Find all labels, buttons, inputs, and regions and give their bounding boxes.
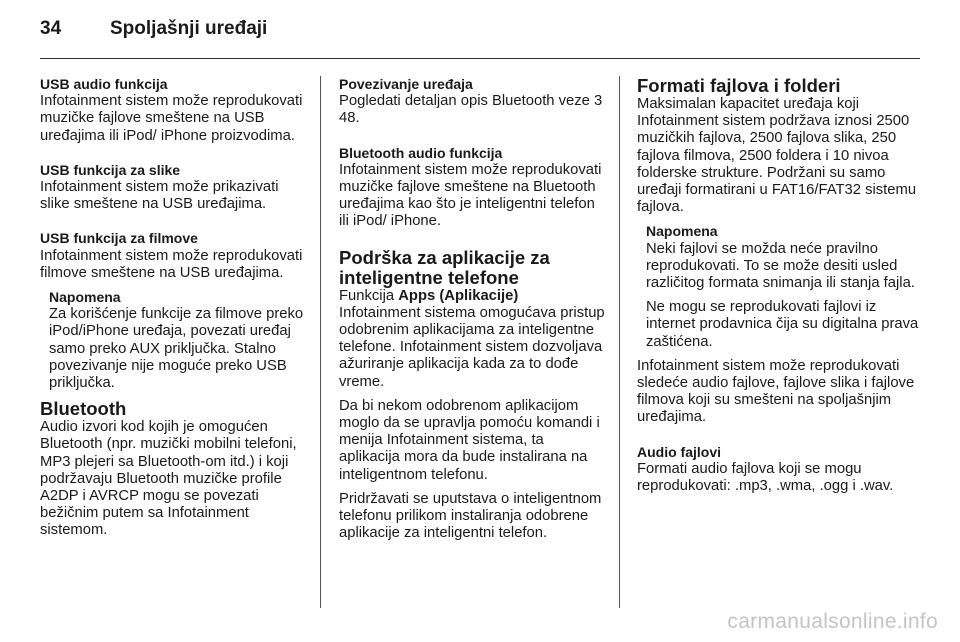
column-1 [40, 76, 306, 540]
chapter-heading: Podrška za aplikacije za inteligentne telefone [339, 246, 550, 288]
note-box [637, 223, 922, 350]
section-heading: Povezivanje uređaja [339, 76, 473, 92]
paragraph: Infotainment sistem može reprodukovati muzičke fajlove smeštene na USB uređajima ili iPod/ iPhone proizvodima. [40, 93, 303, 144]
note-box [40, 289, 306, 392]
paragraph: Formati audio fajlova koji se mogu reprodukovati: .mp3, .wma, .ogg i .wav. [637, 460, 894, 495]
column-3 [637, 76, 922, 495]
paragraph [339, 288, 605, 305]
page-header [40, 18, 267, 40]
header-rule [40, 58, 920, 59]
section-heading: USB audio funkcija [40, 76, 168, 92]
page-title: Spoljašnji uređaji [110, 18, 268, 39]
paragraph-text: Pogledati detaljan opis Bluetooth veze [339, 93, 590, 110]
paragraph [339, 93, 605, 127]
paragraph-text: Funkcija [339, 287, 395, 304]
note-heading: Napomena [49, 289, 121, 306]
section-heading: USB funkcija za filmove [40, 230, 198, 247]
paragraph: Infotainment sistem može reprodukovati sledeće audio fajlove, fajlove slika i fajlove filmova koji su smešteni na spoljašnjim uređajima. [637, 357, 915, 426]
section-heading: Audio fajlovi [637, 443, 721, 460]
paragraph: Infotainment sistem može reprodukovati filmove smeštene na USB uređajima. [40, 247, 303, 281]
function-name: Apps (Aplikacije) [398, 287, 519, 304]
chapter-heading: Bluetooth [40, 398, 127, 420]
page-number: 34 [40, 18, 62, 39]
paragraph: Da bi nekom odobrenom aplikacijom moglo da se upravlja pomoću komandi i menija Infotainment sistema, ta aplikacija mora da bude instalirana na inteligentnom telefonu. [339, 397, 600, 483]
paragraph: Infotainment sistem može prikazivati slike smeštene na USB uređajima. [40, 179, 279, 213]
column-divider [619, 76, 620, 608]
paragraph: Audio izvori kod kojih je omogućen Bluetooth (npr. muzički mobilni telefoni, MP3 plejeri sa Bluetooth-om itd.) i koji podržavaju Bluetooth muzičke profile A2DP i AVRCP mogu se povezati bežičnim putem sa Infotainment sistemom. [40, 419, 297, 539]
column-2 [339, 76, 605, 542]
page-reference-link[interactable]: 48. [339, 110, 360, 127]
section-heading: USB funkcija za slike [40, 161, 181, 178]
paragraph: Infotainment sistema omogućava pristup odobrenim aplikacijama za inteligentne telefone. Infotainment sistem dozvoljava ažuriranje aplikacija kada za to dođe vreme. [339, 304, 605, 390]
page-reference-arrow-icon: 3 [594, 93, 603, 110]
note-text: Za korišćenje funkcije za filmove preko iPod/iPhone uređaja, povezati uređaj samo preko AUX priključka. Stalno povezivanje nije moguće preko USB priključka. [49, 306, 304, 392]
note-text: Neki fajlovi se možda neće pravilno reprodukovati. To se može desiti usled različitog formata snimanja ili stanja fajla. [646, 240, 915, 292]
watermark: carmanualsonline.info [727, 610, 938, 633]
chapter-heading: Formati fajlova i folderi [637, 75, 841, 96]
column-divider [320, 76, 321, 608]
paragraph: Maksimalan kapacitet uređaja koji Infotainment sistem podržava iznosi 2500 muzičkih fajlova, 2500 fajlova slika, 250 fajlova filmova, 2500 foldera i 10 nivoa folderske strukture. Podržani su samo uređaji formatirani u FAT16/FAT32 sistemu fajlova. [637, 96, 917, 216]
paragraph: Infotainment sistem može reprodukovati muzičke fajlove smeštene na Bluetooth uređajima kao što je inteligentni telefon ili iPod/ iPhone. [339, 161, 602, 230]
section-heading: Bluetooth audio funkcija [339, 144, 503, 161]
note-text: Ne mogu se reprodukovati fajlovi iz internet prodavnica čija su digitalna prava zaštićena. [646, 299, 919, 350]
note-heading: Napomena [646, 223, 718, 240]
paragraph: Pridržavati se uputstava o inteligentnom telefonu prilikom instaliranja odobrene aplikacije za inteligentni telefon. [339, 490, 602, 542]
